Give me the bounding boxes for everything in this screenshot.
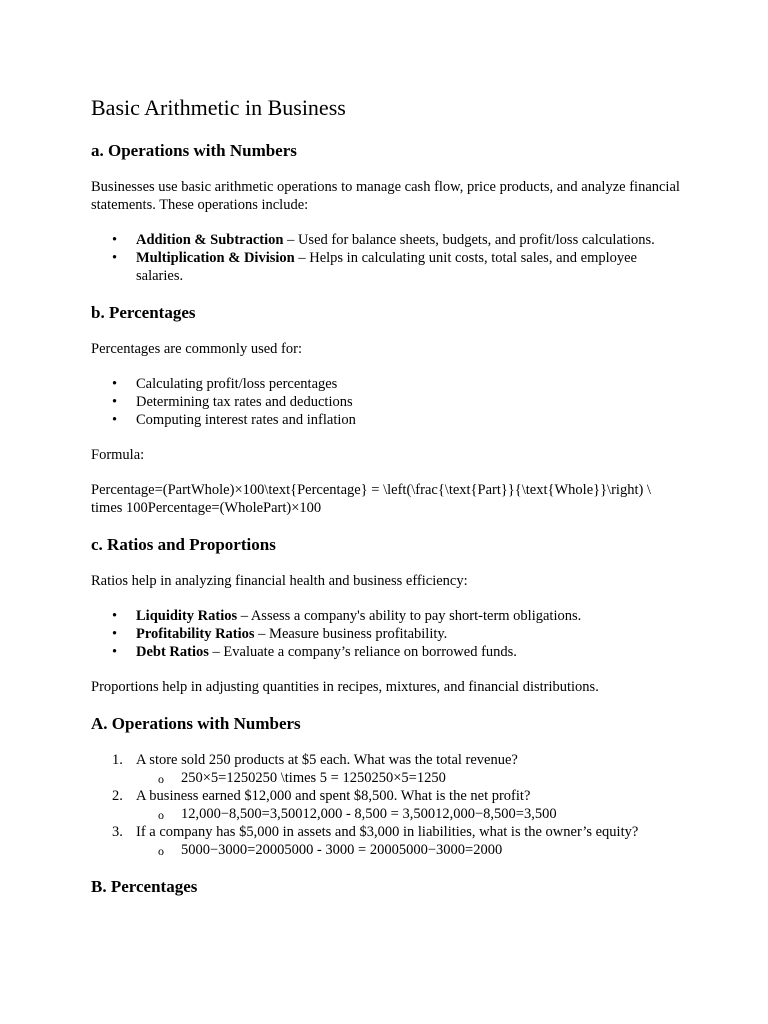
- sub-list-item: [91, 805, 681, 823]
- bullet-icon: •: [112, 250, 118, 266]
- list-item: [91, 393, 681, 411]
- list-item: [91, 375, 681, 393]
- sub-bullet-icon: o: [158, 844, 164, 858]
- bullet-icon: •: [112, 608, 118, 624]
- heading-percentages: b. Percentages: [91, 303, 196, 322]
- sub-list-item: [91, 769, 681, 787]
- list-item-answer: 5000−3000=20005000 - 3000 = 20005000−3000=2000: [181, 842, 503, 858]
- list-item-bold: Liquidity Ratios: [136, 608, 238, 624]
- list-item: [91, 411, 681, 429]
- list-item-question: A store sold 250 products at $5 each. What was the total revenue?: [136, 752, 518, 768]
- list-item-question: If a company has $5,000 in assets and $3,000 in liabilities, what is the owner’s equity?: [136, 824, 639, 840]
- list-item-answer: 250×5=1250250 \times 5 = 1250250×5=1250: [181, 770, 446, 786]
- sub-list-item: [91, 841, 681, 859]
- list-item-number: 1.: [112, 752, 123, 768]
- bullet-icon: •: [112, 376, 118, 392]
- list-item: [91, 249, 681, 285]
- list-item-text: – Used for balance sheets, budgets, and profit/loss calculations.: [283, 232, 655, 248]
- sub-bullet-icon: o: [158, 772, 164, 786]
- heading-ratios-and-proportions: c. Ratios and Proportions: [91, 535, 276, 554]
- list-item-bold: Multiplication & Division: [136, 250, 295, 266]
- list-item: [91, 607, 681, 625]
- list-item-bold: Debt Ratios: [136, 644, 209, 660]
- list-item: [91, 643, 681, 661]
- list-item-number: 2.: [112, 788, 123, 804]
- paragraph-proportions: Proportions help in adjusting quantities in recipes, mixtures, and financial distributions.: [91, 679, 599, 695]
- list-item-text: – Evaluate a company’s reliance on borrowed funds.: [208, 644, 517, 660]
- list-item: [91, 231, 681, 249]
- sub-bullet-icon: o: [158, 808, 164, 822]
- heading-exercises-operations: A. Operations with Numbers: [91, 714, 301, 733]
- list-item-question: A business earned $12,000 and spent $8,500. What is the net profit?: [136, 788, 531, 804]
- heading-operations-with-numbers: a. Operations with Numbers: [91, 141, 297, 160]
- list-item-text: – Helps in calculating unit costs, total sales, and employee salaries.: [136, 250, 637, 284]
- list-item-bold: Addition & Subtraction: [136, 232, 284, 248]
- list-item-number: 3.: [112, 824, 123, 840]
- bullet-icon: •: [112, 644, 118, 660]
- list-item: [91, 823, 681, 859]
- list-ratios: [91, 607, 681, 661]
- list-item-text: Determining tax rates and deductions: [136, 394, 353, 410]
- list-item: [91, 751, 681, 787]
- paragraph-percentages-intro: Percentages are commonly used for:: [91, 341, 302, 357]
- formula-label: Formula:: [91, 447, 145, 463]
- list-item-bold: Profitability Ratios: [136, 626, 255, 642]
- list-item-text: – Measure business profitability.: [254, 626, 448, 642]
- list-item-text: Calculating profit/loss percentages: [136, 376, 338, 392]
- list-exercises-operations: [91, 751, 681, 859]
- bullet-icon: •: [112, 232, 118, 248]
- document-content: [91, 94, 681, 914]
- bullet-icon: •: [112, 394, 118, 410]
- list-operations: [91, 231, 681, 285]
- list-percentages: [91, 375, 681, 429]
- paragraph-operations-intro: Businesses use basic arithmetic operations to manage cash flow, price products, and analyze financial statements. These operations include:: [91, 179, 680, 213]
- page-title: Basic Arithmetic in Business: [91, 95, 346, 120]
- paragraph-ratios-intro: Ratios help in analyzing financial health and business efficiency:: [91, 573, 468, 589]
- bullet-icon: •: [112, 412, 118, 428]
- list-item-text: – Assess a company's ability to pay short-term obligations.: [237, 608, 582, 624]
- heading-exercises-percentages: B. Percentages: [91, 877, 198, 896]
- list-item-text: Computing interest rates and inflation: [136, 412, 356, 428]
- formula-text: Percentage=(PartWhole)×100\text{Percentage} = \left(\frac{\text{Part}}{\text{Whole}}\right) \ times 100Percentage=(WholePart)×100: [91, 482, 651, 516]
- list-item-answer: 12,000−8,500=3,50012,000 - 8,500 = 3,50012,000−8,500=3,500: [181, 806, 557, 822]
- list-item: [91, 787, 681, 823]
- list-item: [91, 625, 681, 643]
- bullet-icon: •: [112, 626, 118, 642]
